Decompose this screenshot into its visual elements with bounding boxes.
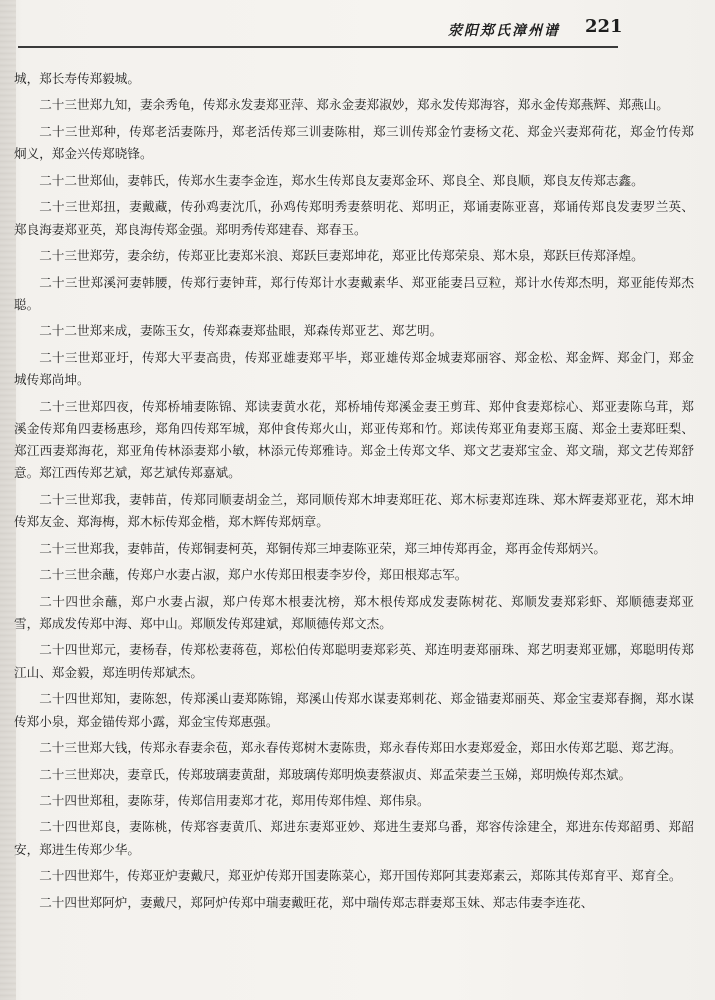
genealogy-paragraph: 二十三世郑种，传郑老活妻陈丹，郑老活传郑三训妻陈柑，郑三训传郑金竹妻杨文花、郑金兴妻郑荷花，郑金竹传郑炯义，郑金兴传郑晓锋。 <box>14 123 694 162</box>
genealogy-text-body <box>14 68 694 918</box>
genealogy-paragraph: 二十三世郑我，妻韩苗，传郑铜妻柯英，郑铜传郑三坤妻陈亚荣，郑三坤传郑再金，郑再金传郑炳兴。 <box>39 540 606 556</box>
genealogy-paragraph: 二十四世郑牛，传郑亚炉妻戴尺，郑亚炉传郑开国妻陈菜心，郑开国传郑阿其妻郑素云，郑陈其传郑育平、郑育全。 <box>39 868 682 884</box>
genealogy-paragraph: 二十四世郑租，妻陈芽，传郑信用妻郑才花，郑用传郑伟煌、郑伟泉。 <box>39 792 430 808</box>
genealogy-paragraph: 二十二世郑仙，妻韩氏，传郑水生妻李金连，郑水生传郑良友妻郑金环、郑良全、郑良顺，郑良友传郑志鑫。 <box>39 172 644 188</box>
genealogy-paragraph: 二十四世余蘸，郑户水妻占淑，郑户传郑木根妻沈榜，郑木根传郑成发妻陈树花、郑顺发妻郑彩虾、郑顺德妻郑亚雪，郑成发传郑中海、郑中山。郑顺发传郑建斌，郑顺德传郑文杰。 <box>14 593 694 631</box>
genealogy-paragraph: 二十三世郑劳，妻余纺，传郑亚比妻郑米浪、郑跃巨妻郑坤花，郑亚比传郑荣泉、郑木泉，郑跃巨传郑泽煌。 <box>39 248 644 264</box>
header-rule <box>18 46 618 48</box>
book-title: 荥阳郑氏漳州谱 <box>448 23 560 39</box>
page-number: 221 <box>585 16 623 37</box>
genealogy-paragraph: 二十三世郑九知，妻余秀龟，传郑永发妻郑亚萍、郑永金妻郑淑妙，郑永发传郑海容，郑永金传郑燕辉、郑燕山。 <box>39 97 669 113</box>
genealogy-paragraph: 二十三世郑亚圩，传郑大平妻高贵，传郑亚雄妻郑平毕，郑亚雄传郑金城妻郑丽容、郑金松、郑金辉、郑金门，郑金城传郑尚坤。 <box>14 349 694 388</box>
genealogy-paragraph: 二十四世郑知，妻陈恕，传郑溪山妻郑陈锦，郑溪山传郑水谋妻郑刺花、郑金锚妻郑丽英、郑金宝妻郑春搁，郑水谋传郑小泉，郑金锚传郑小露，郑金宝传郑惠强。 <box>14 691 694 729</box>
genealogy-paragraph: 二十四世郑良，妻陈桃，传郑容妻黄爪、郑进东妻郑亚妙、郑进生妻郑乌番，郑容传涂建全，郑进东传郑韶勇、郑韶安，郑进生传郑少华。 <box>14 819 694 857</box>
genealogy-paragraph: 二十二世郑来成，妻陈玉女，传郑森妻郑盐眼，郑森传郑亚艺、郑艺明。 <box>39 323 443 339</box>
genealogy-paragraph: 二十四世郑阿炉，妻戴尺，郑阿炉传郑中瑞妻戴旺花，郑中瑞传郑志群妻郑玉妹、郑志伟妻李连花、 <box>39 894 594 910</box>
genealogy-paragraph: 城，郑长寿传郑毅城。 <box>14 71 140 86</box>
genealogy-paragraph: 二十三世郑决，妻章氏，传郑玻璃妻黄甜，郑玻璃传郑明焕妻蔡淑贞、郑孟荣妻兰玉娣，郑明焕传郑杰斌。 <box>39 766 632 782</box>
genealogy-paragraph: 二十三世郑扭，妻戴藏，传孙鸡妻沈爪，孙鸡传郑明秀妻蔡明花、郑明正，郑诵妻陈亚喜，郑诵传郑良发妻罗兰英、郑良海妻郑亚英，郑良海传郑金强。郑明秀传郑建春、郑春玉。 <box>14 199 694 237</box>
genealogy-paragraph: 二十三世郑大钱，传郑永春妻余苞，郑永春传郑树木妻陈贵，郑永春传郑田水妻郑爱金，郑田水传郑艺聪、郑艺海。 <box>39 740 682 756</box>
genealogy-paragraph: 二十三世郑四夜，传郑桥埔妻陈锦、郑读妻黄水花，郑桥埔传郑溪金妻王剪茸、郑仲食妻郑棕心、郑亚妻陈乌茸，郑溪金传郑角四妻杨惠珍，郑角四传郑军城，郑仲食传郑火山，郑亚传郑和竹。郑读传郑亚角妻郑玉腐、郑金土妻郑旺梨、郑江西妻郑海花，郑亚角传林添妻郑小敏，林添元传郑雅诗。郑金土传郑文华、郑文艺妻郑宝金、郑文瑞，郑文艺传郑舒意。郑江西传郑艺斌，郑艺斌传郑嘉斌。 <box>14 398 694 481</box>
genealogy-paragraph: 二十三世郑溪河妻韩腰，传郑行妻钟茸，郑行传郑计水妻戴素华、郑亚能妻吕豆粒，郑计水传郑杰明，郑亚能传郑杰聪。 <box>14 274 694 312</box>
genealogy-paragraph: 二十三世余蘸，传郑户水妻占淑，郑户水传郑田根妻李岁伶，郑田根郑志军。 <box>39 567 468 583</box>
genealogy-paragraph: 二十三世郑我，妻韩苗，传郑同顺妻胡金兰，郑同顺传郑木坤妻郑旺花、郑木标妻郑连珠、郑木辉妻郑亚花，郑木坤传郑友金、郑海梅，郑木标传郑金楷，郑木辉传郑炳章。 <box>14 491 694 530</box>
genealogy-paragraph: 二十四世郑元，妻杨春，传郑松妻蒋苞，郑松伯传郑聪明妻郑彩英、郑连明妻郑丽珠、郑艺明妻郑亚娜，郑聪明传郑江山、郑金毅，郑连明传郑斌杰。 <box>14 642 694 680</box>
